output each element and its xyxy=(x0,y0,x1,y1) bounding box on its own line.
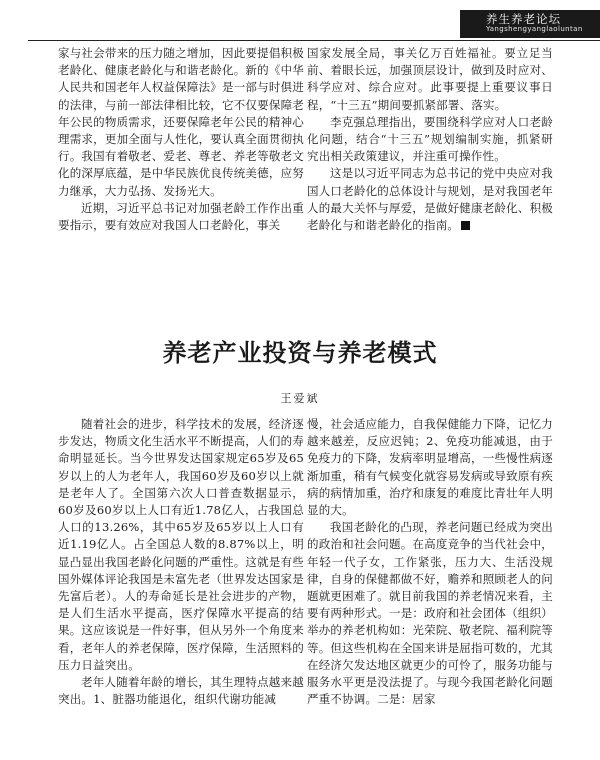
prev-article-right-column xyxy=(307,45,553,234)
section-badge xyxy=(460,10,600,38)
article-right-column xyxy=(307,416,553,708)
header-divider xyxy=(28,40,600,41)
article-title: 养老产业投资与养老模式 xyxy=(162,339,438,367)
paragraph: 随着社会的进步，科学技术的发展，经济逐步发达，物质文化生活水平不断提高，人们的寿命明显延长。当今世界发达国家规定65岁及65岁以上的人为老年人，我国60岁及60岁以上就是老年人了。全国第六次人口普查数据显示，60岁及60岁以上人口有近1.78亿人，占我国总人口的13.26%，其中65岁及65岁以上人口有近1.19亿人。占全国总人数的8.87%以上，明显凸显出我国老龄化问题的严重性。这就是有些国外媒体评论我国是未富先老（世界发达国家是先富后老）。人的寿命延长是社会进步的产物，是人们生活水平提高，医疗保障水平提高的结果。这应该说是一件好事，但从另外一个角度来看，老年人的养老保障，医疗保障，生活照料的压力日益突出。 xyxy=(58,417,304,672)
paragraph: 家与社会带来的压力随之增加，因此要提倡积极老龄化、健康老龄化与和谐老龄化。新的《中华人民共和国老年人权益保障法》是一部与时俱进的法律，与前一部法律相比较，它不仅要保障老年公民的物质需求，还要保障老年公民的精神心理需求，更加全面与人性化，要认真全面贯彻执行。我国有着敬老、爱老、尊老、养老等敬老文化的深厚底蕴，是中华民族优良传统美德，应努力继承，大力弘扬、发扬光大。 xyxy=(58,46,304,198)
section-title: 养生养老论坛 xyxy=(486,12,561,26)
paragraph: 慢，社会适应能力，自我保健能力下降，记忆力越来越差，反应迟钝；2、免疫功能减退，由于免疫力的下降，发病率明显增高，一些慢性病逐渐加重，稍有气候变化就容易发病或导致原有疾病的病情加重，治疗和康复的难度比青壮年人明显的大。 xyxy=(307,417,553,518)
article-left-column xyxy=(58,416,304,708)
article-author: 王爱斌 xyxy=(280,392,320,405)
paragraph: 李克强总理指出，要围绕科学应对人口老龄化问题，结合“十三五”规划编制实施，抓紧研究出相关政策建议，并注重可操作性。 xyxy=(307,114,553,164)
prev-article-left-column xyxy=(58,45,304,234)
paragraph: 近期，习近平总书记对加强老龄工作作出重要指示，要有效应对我国人口老龄化，事关 xyxy=(58,200,304,233)
paragraph: 国家发展全局，事关亿万百姓福祉。要立足当前、着眼长远，加强顶层设计，做到及时应对、科学应对、综合应对。此事要提上重要议事日程，“十三五”期间要抓紧部署、落实。 xyxy=(307,46,553,112)
paragraph-text: 这是以习近平同志为总书记的党中央应对我国人口老龄化的总体设计与规划，是对我国老年人的最大关怀与厚爱，是做好健康老龄化、积极老龄化与和谐老龄化的指南。 xyxy=(307,166,553,233)
section-subtitle: Yangshengyanglaoluntan xyxy=(486,25,583,33)
paragraph-last xyxy=(307,165,553,234)
paragraph: 我国老龄化的凸现，养老问题已经成为突出的政治和社会问题。在高度竞争的当代社会中，年轻一代子女，工作紧张，压力大、生活没规律，自身的保健都做不好，赡养和照顾老人的问题就更困难了。就目前我国的养老情况来看，主要有两种形式。一是：政府和社会团体（组织）举办的养老机构如：光荣院、敬老院、福利院等等。但这些机构在全国来讲是屈指可数的，尤其在经济欠发达地区就更少的可怜了，服务功能与服务水平更是没法提了。与现今我国老龄化问题严重不协调。二是：居家 xyxy=(307,520,553,707)
paragraph: 老年人随着年龄的增长，其生理特点越来越突出。1、脏器功能退化，组织代谢功能减 xyxy=(58,675,304,707)
end-of-article-icon xyxy=(461,221,470,230)
